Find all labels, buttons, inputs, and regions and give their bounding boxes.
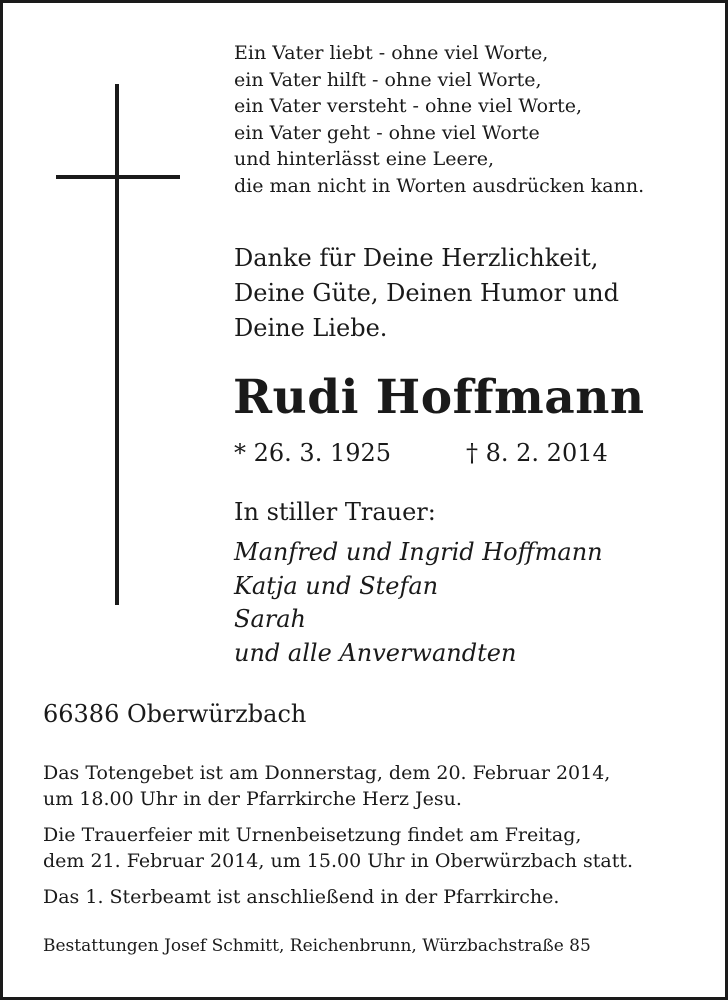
mourners-list [234,536,603,670]
funeral-line: dem 21. Februar 2014, um 15.00 Uhr in Oberwürzbach statt. [43,850,634,872]
death-date: † 8. 2. 2014 [466,439,608,467]
mourner-name: Sarah [234,605,306,633]
poem-line: ein Vater geht - ohne viel Worte [234,121,540,144]
deceased-name: Rudi Hoffmann [233,370,645,425]
thanks-line: Deine Liebe. [234,314,388,342]
mourning-title: In stiller Trauer: [234,498,436,526]
poem-line: und hinterlässt eine Leere, [234,148,495,171]
poem-line: die man nicht in Worten ausdrücken kann. [234,174,645,197]
prayer-line: um 18.00 Uhr in der Pfarrkirche Herz Jesu. [43,788,462,810]
thanks-text [234,241,619,346]
poem-line: ein Vater versteht - ohne viel Worte, [234,95,583,118]
cross-vertical-bar [115,84,119,605]
mourner-name: und alle Anverwandten [234,638,517,667]
thanks-line: Danke für Deine Herzlichkeit, [234,244,599,272]
poem [234,40,644,200]
life-dates [234,437,608,469]
undertaker-info: Bestattungen Josef Schmitt, Reichenbrunn, Würzbachstraße 85 [43,936,591,956]
requiem-info: Das 1. Sterbeamt ist anschließend in der Pfarrkirche. [43,886,560,908]
funeral-line: Die Trauerfeier mit Urnenbeisetzung findet am Freitag, [43,824,582,846]
mourner-name: Katja und Stefan [234,571,439,600]
poem-line: ein Vater hilft - ohne viel Worte, [234,68,542,91]
poem-line: Ein Vater liebt - ohne viel Worte, [234,42,549,64]
location: 66386 Oberwürzbach [43,700,307,728]
cross-horizontal-bar [56,175,180,179]
prayer-info [43,760,610,812]
thanks-line: Deine Güte, Deinen Humor und [234,279,619,307]
prayer-line: Das Totengebet ist am Donnerstag, dem 20. Februar 2014, [43,762,611,784]
mourner-name: Manfred und Ingrid Hoffmann [234,538,603,566]
birth-date: * 26. 3. 1925 [234,439,392,467]
funeral-info [43,822,633,874]
